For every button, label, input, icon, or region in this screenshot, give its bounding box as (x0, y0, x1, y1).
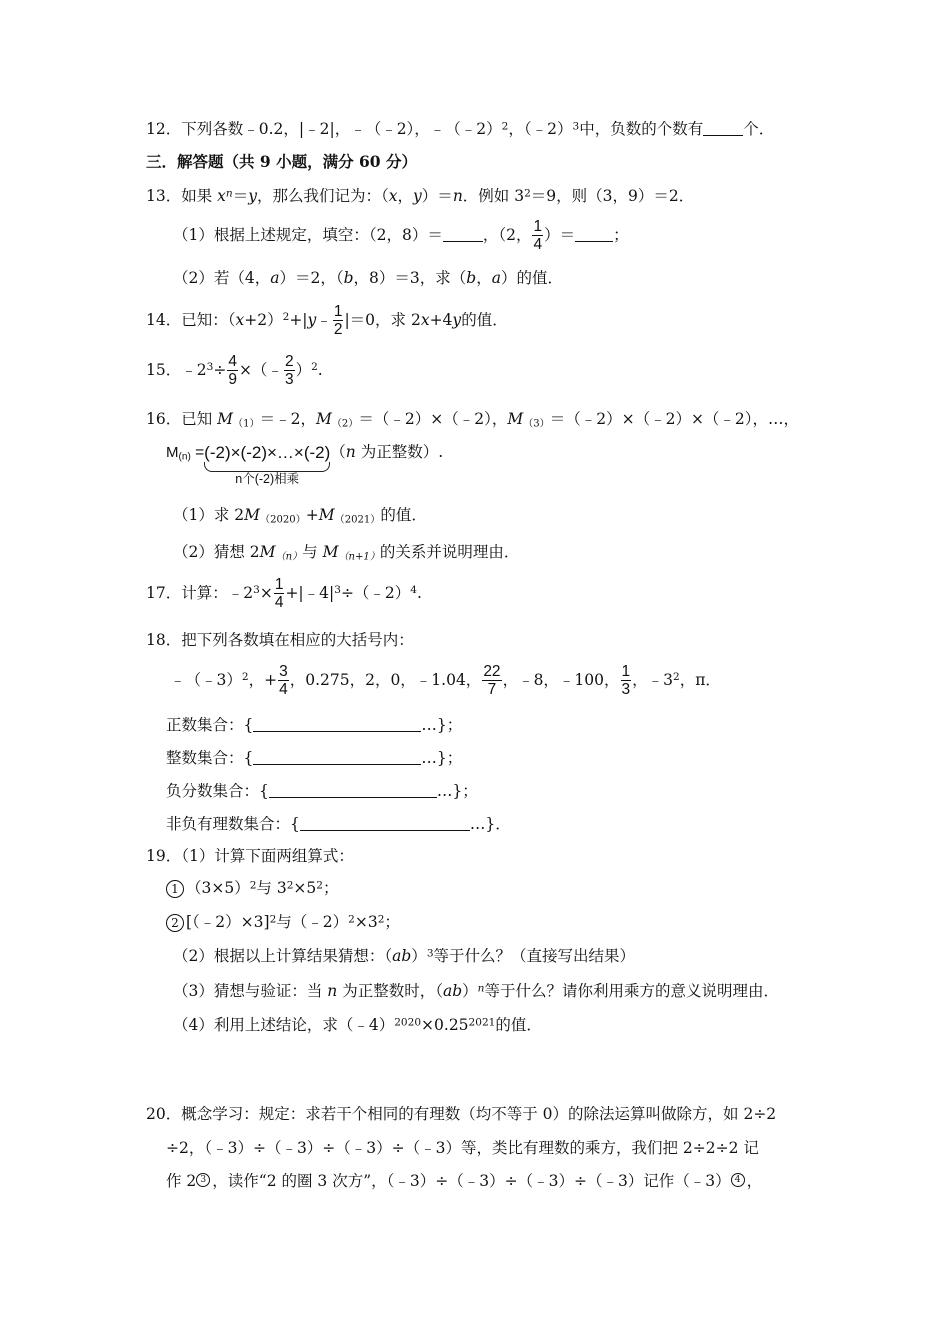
q13-part2 (173, 269, 563, 288)
superscript: 4 (410, 584, 417, 597)
text: ）＝2，（ (279, 269, 344, 287)
q19-part4 (173, 1016, 542, 1035)
text: 个． (743, 120, 775, 138)
text: 为正整数时，（ (337, 982, 443, 1000)
superscript: 2 (286, 879, 294, 892)
var-x: x (420, 310, 430, 329)
q18-set-positive (166, 716, 462, 735)
text: 与（﹣2） (276, 913, 349, 931)
denominator: 4 (279, 681, 288, 699)
underbrace-group (204, 443, 331, 486)
numerator: 1 (274, 576, 284, 593)
text: …}； (421, 749, 463, 767)
superscript: 3 (334, 584, 341, 597)
text: +2） (244, 310, 283, 329)
subscript: （2020） (260, 514, 306, 526)
text: ，8）＝3，求（ (353, 269, 467, 287)
superscript: 2 (348, 913, 355, 926)
text: ，那么我们记为：（ (257, 187, 389, 205)
text: 中，负数的个数有 (579, 120, 704, 138)
text: ×5 (293, 879, 317, 897)
var-a: a (491, 269, 501, 287)
underbrace-label: n个(-2)相乘 (235, 472, 300, 486)
text: ＝﹣2， (259, 410, 316, 428)
question-number: 18． (146, 631, 182, 649)
fraction (278, 663, 289, 699)
underbrace (204, 462, 330, 472)
text: ，π． (679, 670, 721, 689)
subscript: （n+1） (338, 551, 380, 563)
text: 把下列各数填在相应的大括号内： (181, 631, 414, 649)
text: +4 (429, 310, 453, 329)
q16-line (146, 410, 799, 429)
question-number: 14． (146, 310, 182, 329)
text: ．例如 3 (462, 187, 525, 205)
text: …}． (469, 815, 511, 833)
q13-part1 (173, 218, 629, 254)
q15-line (146, 353, 323, 389)
text: . (417, 583, 422, 602)
text: ÷ (213, 360, 227, 379)
answer-blank[interactable] (703, 120, 743, 136)
text: ×（﹣ (238, 360, 283, 379)
circled-exponent: 3 (196, 1173, 210, 1187)
q19-part3 (173, 982, 779, 1001)
numerator: 22 (483, 663, 501, 680)
var-n: n (452, 187, 463, 205)
denominator: 4 (274, 594, 284, 612)
fraction (284, 353, 295, 389)
superscript: 2 (377, 913, 385, 926)
text: ×3 (354, 913, 378, 931)
text: 下列各数﹣0.2，|﹣2|，﹣（﹣2），﹣（﹣2） (181, 120, 502, 138)
question-number: 16． (146, 410, 182, 428)
text: （4）利用上述结论，求（﹣4） (173, 1016, 395, 1034)
var-y: y (413, 187, 422, 205)
set-label: 非负有理数集合：{ (166, 815, 300, 833)
text: ； (322, 879, 339, 897)
text: [（﹣2）×3] (186, 913, 270, 931)
text: ，﹣8，﹣100， (502, 670, 620, 689)
text: 已知：（ (181, 310, 236, 329)
text: ﹣（﹣3） (170, 670, 242, 689)
var-ab: ab (442, 982, 463, 1000)
numerator: 2 (284, 353, 294, 370)
text: （1）计算下面两组算式： (181, 847, 354, 865)
text: ， (476, 269, 492, 287)
text: 如果 (181, 187, 218, 205)
var-y: y (248, 187, 257, 205)
var-x: x (235, 310, 245, 329)
text: ； (613, 225, 629, 244)
q18-line (146, 631, 414, 650)
text: ﹣2 (181, 360, 207, 379)
subscript: （1） (233, 418, 260, 430)
superscript: 2 (524, 187, 531, 200)
text: 的值． (380, 506, 427, 524)
text: 的值． (461, 310, 508, 329)
q20-line2: ÷2，（﹣3）÷（﹣3）÷（﹣3）÷（﹣3）等，类比有理数的乘方，我们把 2÷2÷2 记 (166, 1139, 759, 1157)
text: （3×5） (186, 879, 250, 897)
numerator: 4 (228, 353, 237, 370)
superscript: 2020 (394, 1016, 422, 1029)
superscript: 3 (206, 361, 214, 374)
var-M: M (244, 506, 261, 524)
denominator: 9 (228, 371, 237, 389)
text: ，读作“2 的圈 3 次方”，（﹣3）÷（﹣3）÷（﹣3）÷（﹣3）记作（﹣3） (212, 1172, 731, 1190)
var-M: M (318, 506, 335, 524)
text: ＝9，则（3，9）＝2． (530, 187, 695, 205)
text: （2）若（4， (173, 269, 271, 287)
text: 等于什么？请你利用乘方的意义说明理由． (484, 982, 779, 1000)
q16-definition (166, 443, 444, 486)
text: …}； (436, 782, 478, 800)
circled-number: 2 (166, 914, 184, 932)
superscript: n (225, 187, 233, 200)
answer-blank[interactable] (253, 749, 421, 765)
denominator: 3 (284, 371, 294, 389)
superscript: 2021 (468, 1016, 496, 1029)
text: . (317, 360, 323, 379)
answer-blank[interactable] (575, 226, 613, 242)
subscript: （2021） (334, 514, 381, 526)
var-n: n (345, 443, 356, 461)
text: ）的值． (500, 269, 563, 287)
var-n: n (327, 982, 338, 1000)
circled-exponent: 4 (731, 1173, 745, 1187)
superscript: 3 (426, 947, 434, 960)
text: 与 3 (256, 879, 287, 897)
text: ，（2， (482, 225, 532, 244)
fraction (333, 303, 344, 339)
q19-line (146, 847, 354, 866)
denominator: 2 (333, 321, 343, 339)
text: 概念学习：规定：求若干个相同的有理数（均不等于 0）的除法运算叫做除方，如 2÷2 (181, 1105, 777, 1123)
text: ＝（﹣2）×（﹣2）， (358, 410, 508, 428)
circled-number: 1 (166, 880, 184, 898)
text: = (190, 444, 205, 461)
numerator: 1 (533, 218, 543, 235)
text: |＝0，求 2 (344, 310, 421, 329)
var-M: M (217, 410, 234, 428)
section-heading: 三．解答题（共 9 小题，满分 60 分） (146, 152, 417, 171)
var-M: M (259, 543, 276, 561)
var-M: M (322, 543, 339, 561)
question-number: 17． (146, 583, 182, 602)
answer-blank[interactable] (253, 716, 421, 732)
q18-numbers (170, 663, 721, 699)
var-x: x (388, 187, 398, 205)
denominator: 7 (487, 681, 497, 699)
text: ÷（﹣2） (340, 583, 411, 602)
superscript: 2 (501, 120, 509, 133)
answer-blank[interactable] (269, 782, 437, 798)
text: …}； (421, 716, 463, 734)
superscript: 2 (316, 879, 323, 892)
fraction (227, 353, 238, 389)
text: ； (384, 913, 400, 931)
var-ab: ab (392, 947, 412, 965)
subscript: (n) (178, 451, 191, 463)
superscript: 2 (311, 361, 318, 374)
text: × (259, 583, 273, 602)
text: ，+ (248, 670, 278, 689)
text: ） (462, 982, 478, 1000)
text: ）＝ (421, 187, 453, 205)
numerator: 1 (333, 303, 343, 320)
question-number: 13． (146, 187, 182, 205)
text: 的值． (495, 1016, 542, 1034)
fraction (274, 576, 285, 612)
text: ，﹣3 (632, 670, 674, 689)
q18-set-nonnegative-rational (166, 815, 511, 834)
var-y: y (307, 310, 317, 329)
q20-line3 (166, 1172, 762, 1191)
text: 与 (302, 543, 323, 561)
denominator: 3 (621, 681, 631, 699)
text: 计算：﹣2 (181, 583, 254, 602)
text: 已知 (181, 410, 218, 428)
text: + (305, 506, 319, 524)
var-a: a (270, 269, 280, 287)
q16-part2 (173, 543, 519, 562)
set-label: 负分数集合：{ (166, 782, 269, 800)
superscript: 2 (673, 671, 680, 684)
text: （2）根据以上计算结果猜想：（ (173, 947, 393, 965)
var-M: M (315, 410, 332, 428)
q18-set-integer (166, 749, 462, 768)
product-expression: (-2)×(-2)×…×(-2) (204, 443, 331, 462)
set-label: 正数集合：{ (166, 716, 254, 734)
var-b: b (466, 269, 477, 287)
superscript: 2 (249, 879, 257, 892)
numerator: 3 (279, 663, 288, 680)
superscript: 2 (282, 311, 290, 324)
q19-item1 (166, 879, 339, 898)
denominator: 4 (533, 236, 543, 254)
q16-part1 (173, 506, 427, 525)
q18-set-negative-fraction (166, 782, 478, 801)
fraction (621, 663, 632, 699)
text: （3）猜想与验证：当 (173, 982, 328, 1000)
text: 作 2 (166, 1172, 197, 1190)
text: ﹣ (316, 310, 332, 329)
superscript: 3 (572, 120, 580, 133)
set-label: 整数集合：{ (166, 749, 254, 767)
superscript: 2 (269, 913, 277, 926)
q19-part2 (173, 947, 635, 966)
text: +|﹣4| (285, 583, 335, 602)
text: ） (411, 947, 427, 965)
fraction (482, 663, 501, 699)
text: 等于什么？（直接写出结果） (433, 947, 636, 965)
q12-line (146, 120, 774, 139)
text: 为正整数）. (355, 443, 444, 461)
subscript: （n） (275, 551, 303, 563)
text: 的关系并说明理由． (379, 543, 520, 561)
question-number: 15． (146, 360, 182, 379)
text: ）＝ (544, 225, 576, 244)
superscript: 2 (241, 671, 249, 684)
question-number: 19． (146, 847, 182, 865)
q19-item2 (166, 913, 400, 932)
var-M: M (507, 410, 524, 428)
text: ×0.25 (421, 1016, 469, 1034)
q13-line (146, 187, 694, 206)
text: ， (397, 187, 414, 205)
text: +| (289, 310, 308, 329)
q14-line (146, 303, 508, 339)
fraction (532, 218, 543, 254)
text: （2）猜想 2 (173, 543, 260, 561)
text: ， (746, 1172, 763, 1190)
text: ＝（﹣2）×（﹣2）×（﹣2），…， (549, 410, 800, 428)
text: ，（﹣2） (508, 120, 573, 138)
answer-blank[interactable] (443, 226, 483, 242)
text: （1）求 2 (173, 506, 245, 524)
question-number: 20． (146, 1105, 182, 1123)
superscript: n (477, 982, 485, 995)
question-number: 12． (146, 120, 182, 138)
text: （ (330, 443, 346, 461)
M-symbol: M (166, 444, 179, 461)
subscript: （2） (331, 418, 359, 430)
text: ＝ (232, 187, 249, 205)
var-b: b (343, 269, 354, 287)
q17-line (146, 576, 422, 612)
text: （1）根据上述规定，填空：（2，8）＝ (173, 225, 443, 244)
q20-line1 (146, 1105, 776, 1124)
text: ） (295, 360, 312, 379)
subscript: （3） (523, 418, 550, 430)
superscript: 3 (253, 584, 260, 597)
var-y: y (452, 310, 462, 329)
answer-blank[interactable] (300, 815, 470, 831)
var-x: x (217, 187, 226, 205)
text: ，0.275，2，0，﹣1.04， (289, 670, 482, 689)
numerator: 1 (621, 663, 631, 680)
